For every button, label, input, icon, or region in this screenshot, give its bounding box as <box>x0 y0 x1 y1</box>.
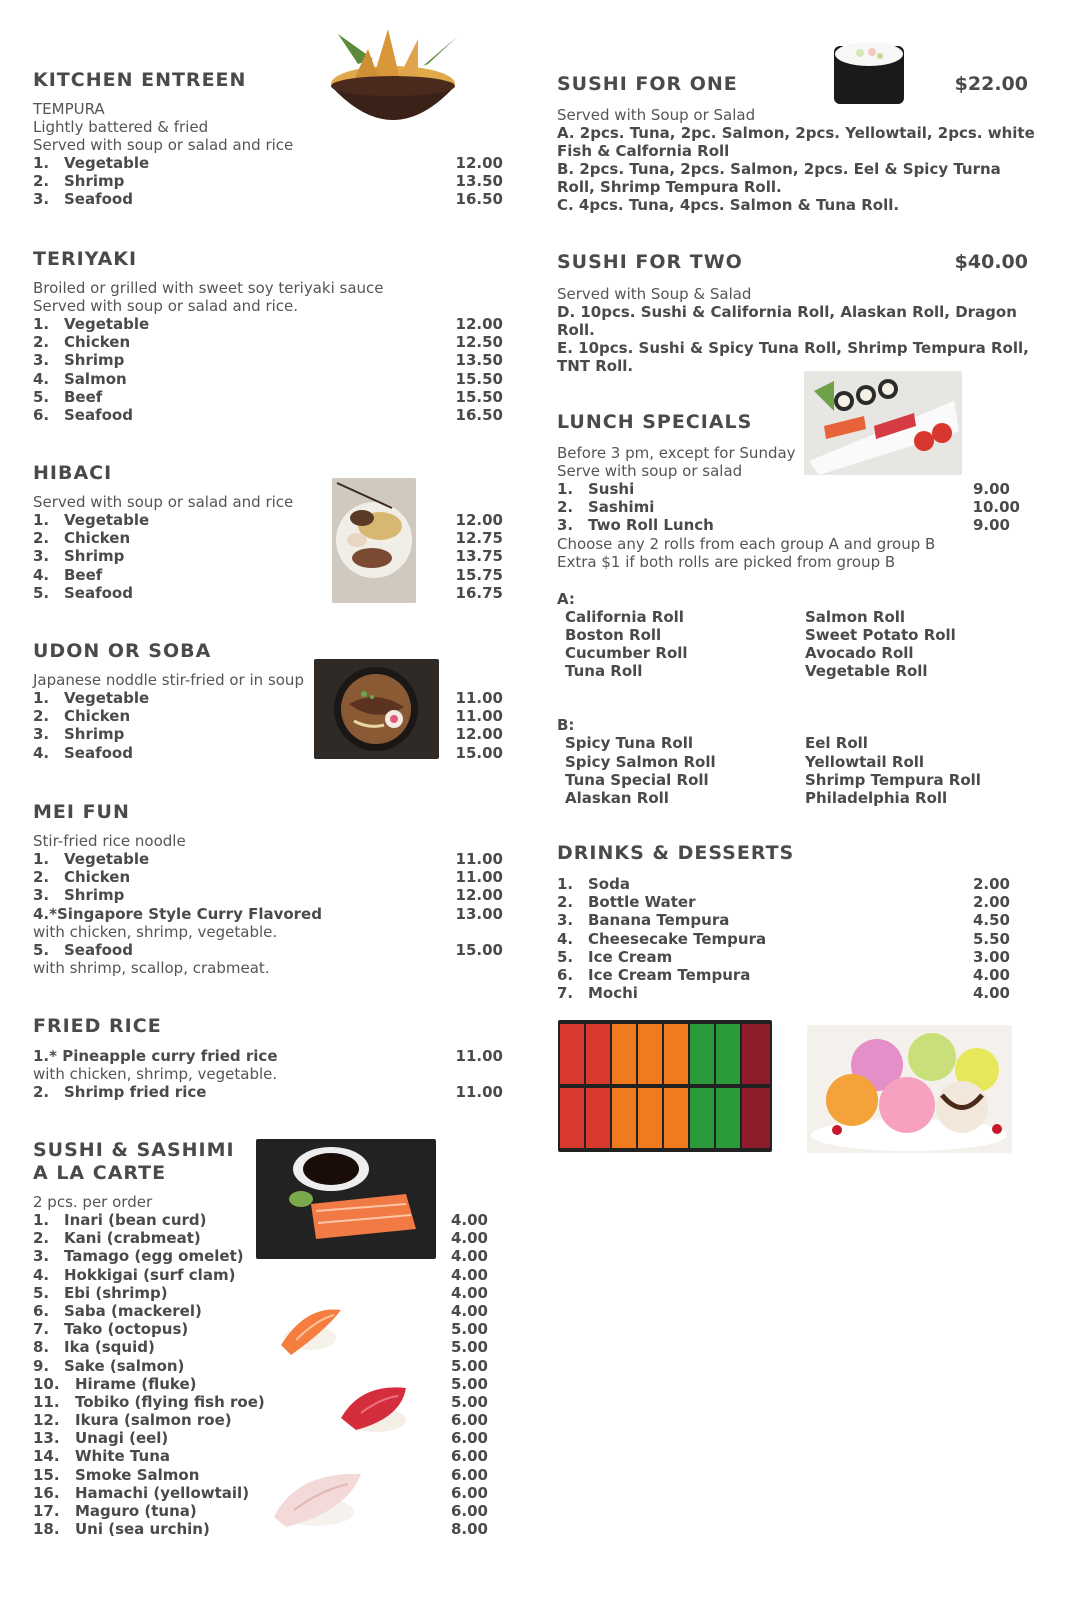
hibachi-plate-image <box>332 478 416 603</box>
menu-item: 2. Chicken 11.00 <box>33 868 503 887</box>
lunch-note: Choose any 2 rolls from each group A and group B <box>557 534 936 553</box>
group-a-rolls: California Roll Salmon Roll Boston Roll Sweet Potato Roll Cucumber Roll Avocado Roll Tuna Roll Vegetable Roll <box>565 607 956 681</box>
menu-item: 1. Sushi 9.00 <box>557 480 1010 498</box>
udon-bowl-image <box>314 659 439 759</box>
combo-line: Roll. <box>557 321 595 339</box>
subtitle: Serve with soup or salad <box>557 462 743 480</box>
section-title: SUSHI & SASHIMI <box>33 1139 235 1161</box>
subtitle: Japanese noddle stir-fried or in soup <box>33 671 304 689</box>
menu-item: 2. Chicken 12.75 <box>33 529 503 548</box>
subtitle: Served with soup or salad and rice. <box>33 297 299 315</box>
section-title: A LA CARTE <box>33 1162 167 1184</box>
group-b-rolls: Spicy Tuna Roll Eel Roll Spicy Salmon Roll Yellowtail Roll Tuna Special Roll Shrimp Tempura Roll Alaskan Roll Philadelphia Roll <box>565 734 981 807</box>
menu-item: 7. Tako (octopus) 5.00 <box>33 1320 488 1339</box>
menu-item: 6. Saba (mackerel) 4.00 <box>33 1301 488 1320</box>
section-sushi-for-one <box>557 73 1042 214</box>
menu-item: 5. Seafood 15.00 <box>33 940 503 959</box>
combo-line: D. 10pcs. Sushi & California Roll, Alaskan Roll, Dragon <box>557 303 1017 321</box>
tuna-nigiri-image <box>336 1378 414 1438</box>
sushi-roll-image <box>830 38 908 113</box>
menu-item: 2. Kani (crabmeat) 4.00 <box>33 1229 488 1248</box>
menu-item: 4. Hokkigai (surf clam) 4.00 <box>33 1265 488 1284</box>
subtitle: Before 3 pm, except for Sunday <box>557 444 796 462</box>
subtitle: Lightly battered & fried <box>33 118 209 136</box>
menu-item: 3. Banana Tempura 4.50 <box>557 911 1010 930</box>
subtitle: Stir-fried rice noodle <box>33 832 186 850</box>
menu-item: 18. Uni (sea urchin) 8.00 <box>33 1520 488 1539</box>
menu-item: 17. Maguro (tuna) 6.00 <box>33 1502 488 1520</box>
section-price: $22.00 <box>954 73 1028 95</box>
menu-item: 1.* Pineapple curry fried rice 11.00 <box>33 1047 503 1065</box>
menu-item: 1. Soda 2.00 <box>557 875 1010 893</box>
menu-item: 1. Vegetable 12.00 <box>33 154 503 172</box>
item-note: with chicken, shrimp, vegetable. <box>33 1065 278 1084</box>
sushi-platter-image <box>804 371 962 475</box>
menu-item: 4. Salmon 15.50 <box>33 369 503 388</box>
menu-item: 5. Seafood 16.75 <box>33 583 503 602</box>
subtitle: TEMPURA <box>33 100 105 118</box>
menu-item: 3. Seafood 16.50 <box>33 190 503 209</box>
menu-item: 15. Smoke Salmon 6.00 <box>33 1465 488 1484</box>
section-hibachi <box>33 462 503 602</box>
menu-item: 2. Chicken 11.00 <box>33 707 503 726</box>
subtitle: Served with soup or salad and rice <box>33 136 294 154</box>
menu-item: 2. Chicken 12.50 <box>33 333 503 352</box>
group-b-label: B: <box>557 716 575 735</box>
menu-item: 6. Seafood 16.50 <box>33 405 503 424</box>
item-note: with chicken, shrimp, vegetable. <box>33 922 278 941</box>
section-title: LUNCH SPECIALS <box>557 411 753 433</box>
section-title: KITCHEN ENTREEN <box>33 69 247 91</box>
combo-line: E. 10pcs. Sushi & Spicy Tuna Roll, Shrimp Tempura Roll, <box>557 339 1029 357</box>
combo-line: B. 2pcs. Tuna, 2pcs. Salmon, 2pcs. Eel & Spicy Turna <box>557 160 1001 178</box>
subtitle: Served with soup or salad and rice <box>33 493 294 511</box>
menu-item: 1. Vegetable 11.00 <box>33 850 503 868</box>
ice-cream-image <box>807 1025 1012 1153</box>
lunch-note: Extra $1 if both rolls are picked from group B <box>557 552 896 571</box>
section-title: MEI FUN <box>33 801 130 823</box>
section-sushi-for-two <box>557 251 1042 375</box>
combo-line: TNT Roll. <box>557 357 634 375</box>
menu-item: 4. Seafood 15.00 <box>33 743 503 762</box>
menu-item: 1. Inari (bean curd) 4.00 <box>33 1211 488 1229</box>
subtitle: Served with Soup or Salad <box>557 106 756 124</box>
combo-line: A. 2pcs. Tuna, 2pc. Salmon, 2pcs. Yellowtail, 2pcs. white <box>557 124 1035 142</box>
menu-item: 3. Shrimp 13.50 <box>33 351 503 370</box>
menu-item: 3. Tamago (egg omelet) 4.00 <box>33 1247 488 1266</box>
menu-item: 4. Cheesecake Tempura 5.50 <box>557 929 1010 948</box>
section-title: HIBACI <box>33 462 113 484</box>
section-mei-fun <box>33 801 503 977</box>
menu-item: 14. White Tuna 6.00 <box>33 1447 488 1466</box>
subtitle: Served with Soup & Salad <box>557 285 752 303</box>
menu-item: 2. Shrimp 13.50 <box>33 172 503 191</box>
menu-item: 9. Sake (salmon) 5.00 <box>33 1356 488 1375</box>
menu-item: 2. Shrimp fried rice 11.00 <box>33 1083 503 1102</box>
soda-cans-image <box>558 1020 772 1152</box>
menu-item: 1. Vegetable 12.00 <box>33 315 503 333</box>
menu-item: 3. Shrimp 12.00 <box>33 886 503 905</box>
menu-item: 10. Hirame (fluke) 5.00 <box>33 1374 488 1393</box>
menu-item: 8. Ika (squid) 5.00 <box>33 1338 488 1357</box>
menu-item: 5. Ebi (shrimp) 4.00 <box>33 1283 488 1302</box>
group-a-label: A: <box>557 589 575 608</box>
section-title: UDON OR SOBA <box>33 640 212 662</box>
white-fish-nigiri-image <box>266 1462 366 1534</box>
item-note: with shrimp, scallop, crabmeat. <box>33 958 270 977</box>
menu-item: 3. Shrimp 13.75 <box>33 547 503 566</box>
section-title: TERIYAKI <box>33 248 138 270</box>
menu-item: 5. Beef 15.50 <box>33 387 503 406</box>
section-price: $40.00 <box>954 251 1028 273</box>
menu-item: 1. Vegetable 11.00 <box>33 689 503 707</box>
menu-item: 3. Shrimp 12.00 <box>33 725 503 744</box>
sashimi-plate-image <box>256 1139 436 1259</box>
section-drinks-desserts <box>557 842 1042 1002</box>
subtitle: Broiled or grilled with sweet soy teriyaki sauce <box>33 279 384 297</box>
section-lunch-specials <box>557 411 1042 807</box>
menu-item: 12. Ikura (salmon roe) 6.00 <box>33 1411 488 1430</box>
section-fried-rice <box>33 1015 503 1101</box>
menu-item: 16. Hamachi (yellowtail) 6.00 <box>33 1483 488 1502</box>
menu-item: 13. Unagi (eel) 6.00 <box>33 1429 488 1448</box>
menu-item: 3. Two Roll Lunch 9.00 <box>557 516 1010 535</box>
menu-item: 6. Ice Cream Tempura 4.00 <box>557 965 1010 984</box>
menu-item: 11. Tobiko (flying fish roe) 5.00 <box>33 1392 488 1411</box>
section-title: FRIED RICE <box>33 1015 162 1037</box>
section-title: SUSHI FOR TWO <box>557 251 743 273</box>
menu-item: 7. Mochi 4.00 <box>557 984 1010 1003</box>
combo-line: Fish & Calfornia Roll <box>557 142 730 160</box>
subtitle: 2 pcs. per order <box>33 1193 153 1211</box>
section-teriyaki <box>33 248 503 424</box>
menu-item: 2. Sashimi 10.00 <box>557 498 1020 517</box>
menu-item: 1. Vegetable 12.00 <box>33 511 503 529</box>
menu-item: 5. Ice Cream 3.00 <box>557 947 1010 966</box>
combo-line: C. 4pcs. Tuna, 4pcs. Salmon & Tuna Roll. <box>557 196 900 214</box>
menu-item: 2. Bottle Water 2.00 <box>557 893 1010 912</box>
menu-item: 4. Beef 15.75 <box>33 565 503 584</box>
section-title: DRINKS & DESSERTS <box>557 842 795 864</box>
combo-line: Roll, Shrimp Tempura Roll. <box>557 178 782 196</box>
section-title: SUSHI FOR ONE <box>557 73 738 95</box>
tempura-bowl-image <box>318 24 468 148</box>
menu-item: 4.*Singapore Style Curry Flavored 13.00 <box>33 904 503 923</box>
salmon-nigiri-image <box>276 1300 344 1358</box>
